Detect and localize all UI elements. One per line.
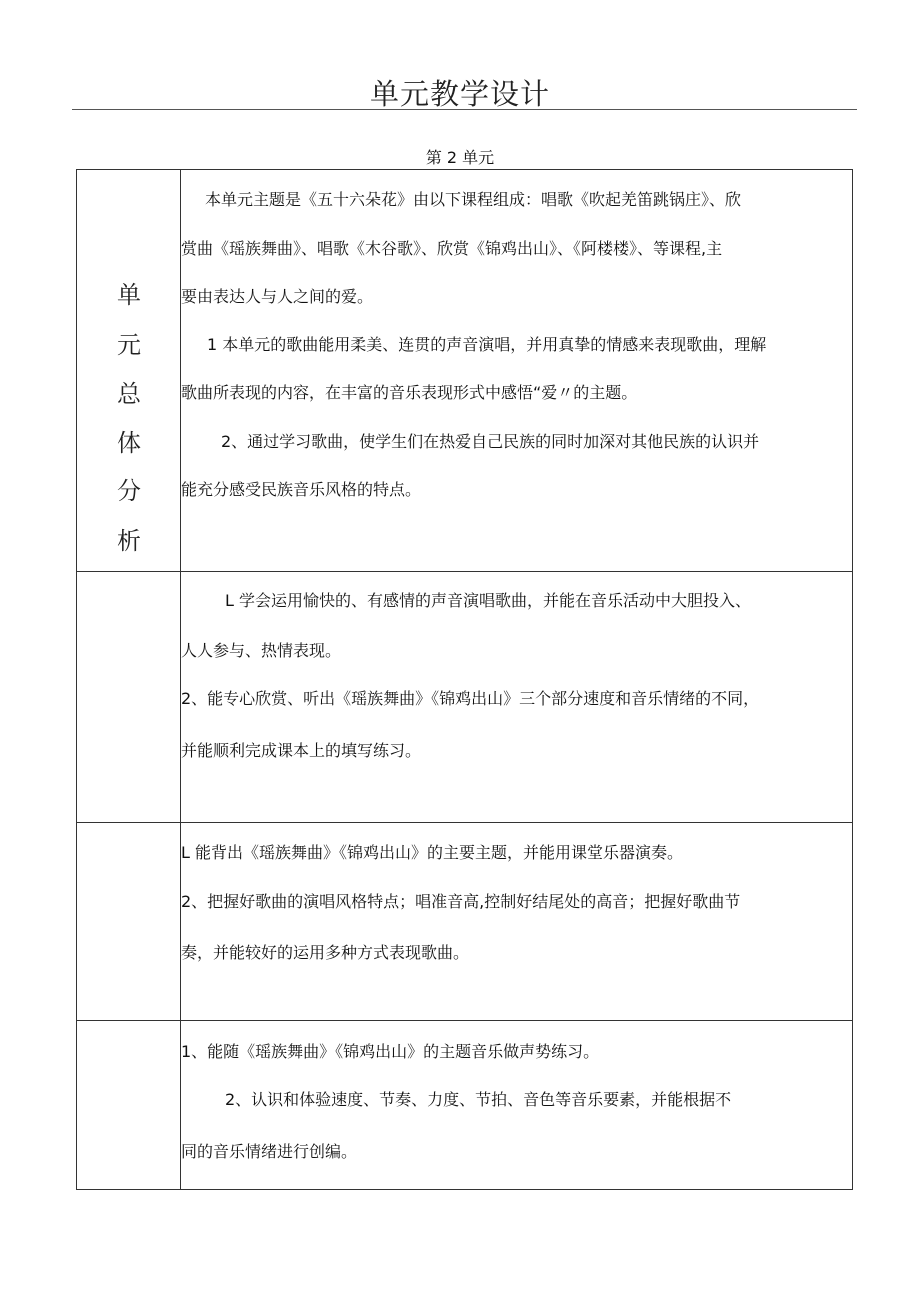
unit-design-table (76, 169, 853, 1190)
content-line: 赏曲《瑶族舞曲》、唱歌《木谷歌》、欣赏《锦鸡出山》、《阿楼楼》、等课程,主 (181, 239, 723, 258)
content-line: 1、能随《瑶族舞曲》《锦鸡出山》的主题音乐做声势练习。 (181, 1042, 600, 1061)
content-line: 并能顺利完成课本上的填写练习。 (181, 741, 422, 760)
row-label-cell (77, 170, 181, 571)
content-line: 1 本单元的歌曲能用柔美、连贯的声音演唱，并用真挚的情感来表现歌曲，理解 (207, 335, 767, 354)
row-content-cell (181, 170, 852, 571)
table-row-goals-1 (77, 571, 852, 822)
content-line: 歌曲所表现的内容，在丰富的音乐表现形式中感悟“爱〃的主题。 (181, 383, 638, 402)
vertical-label-char: 元 (117, 331, 141, 359)
table-row-goals-2 (77, 822, 852, 1020)
content-line: 2、认识和体验速度、节奏、力度、节拍、音色等音乐要素，并能根据不 (225, 1090, 732, 1109)
content-line: 2、能专心欣赏、听出《瑶族舞曲》《锦鸡出山》三个部分速度和音乐情绪的不同， (181, 689, 760, 708)
content-line: 同的音乐情绪进行创编。 (181, 1142, 358, 1161)
vertical-label-char: 体 (117, 429, 141, 457)
content-line: 要由表达人与人之间的爱。 (181, 287, 374, 306)
vertical-label-char: 分 (117, 477, 141, 505)
vertical-label-char: 析 (117, 527, 141, 555)
content-line: 奏，并能较好的运用多种方式表现歌曲。 (181, 943, 470, 962)
content-line: 2、把握好歌曲的演唱风格特点；唱准音高,控制好结尾处的高音；把握好歌曲节 (181, 892, 741, 911)
row-label-cell (77, 823, 181, 1020)
row-content-cell (181, 823, 852, 1020)
title-divider (72, 109, 857, 110)
content-line: L 学会运用愉快的、有感情的声音演唱歌曲，并能在音乐活动中大胆投入、 (225, 591, 752, 610)
vertical-label-char: 单 (117, 281, 141, 309)
table-row-goals-3 (77, 1020, 852, 1189)
content-line: 2、通过学习歌曲，使学生们在热爱自己民族的同时加深对其他民族的认识并 (221, 432, 760, 451)
page-title: 单元教学设计 (369, 77, 550, 111)
unit-label: 第 2 单元 (425, 148, 495, 167)
vertical-label-char: 总 (117, 380, 141, 408)
table-row-overall-analysis (77, 170, 852, 571)
row-content-cell (181, 572, 852, 822)
row-label-cell (77, 1021, 181, 1189)
content-line: 本单元主题是《五十六朵花》由以下课程组成：唱歌《吹起羌笛跳锅庄》、欣 (205, 190, 742, 209)
row-label-cell (77, 572, 181, 822)
content-line: 人人参与、热情表现。 (181, 641, 342, 660)
content-line: 能充分感受民族音乐风格的特点。 (181, 480, 422, 499)
row-content-cell (181, 1021, 852, 1189)
content-line: L 能背出《瑶族舞曲》《锦鸡出山》的主要主题，并能用课堂乐器演奏。 (181, 843, 684, 862)
